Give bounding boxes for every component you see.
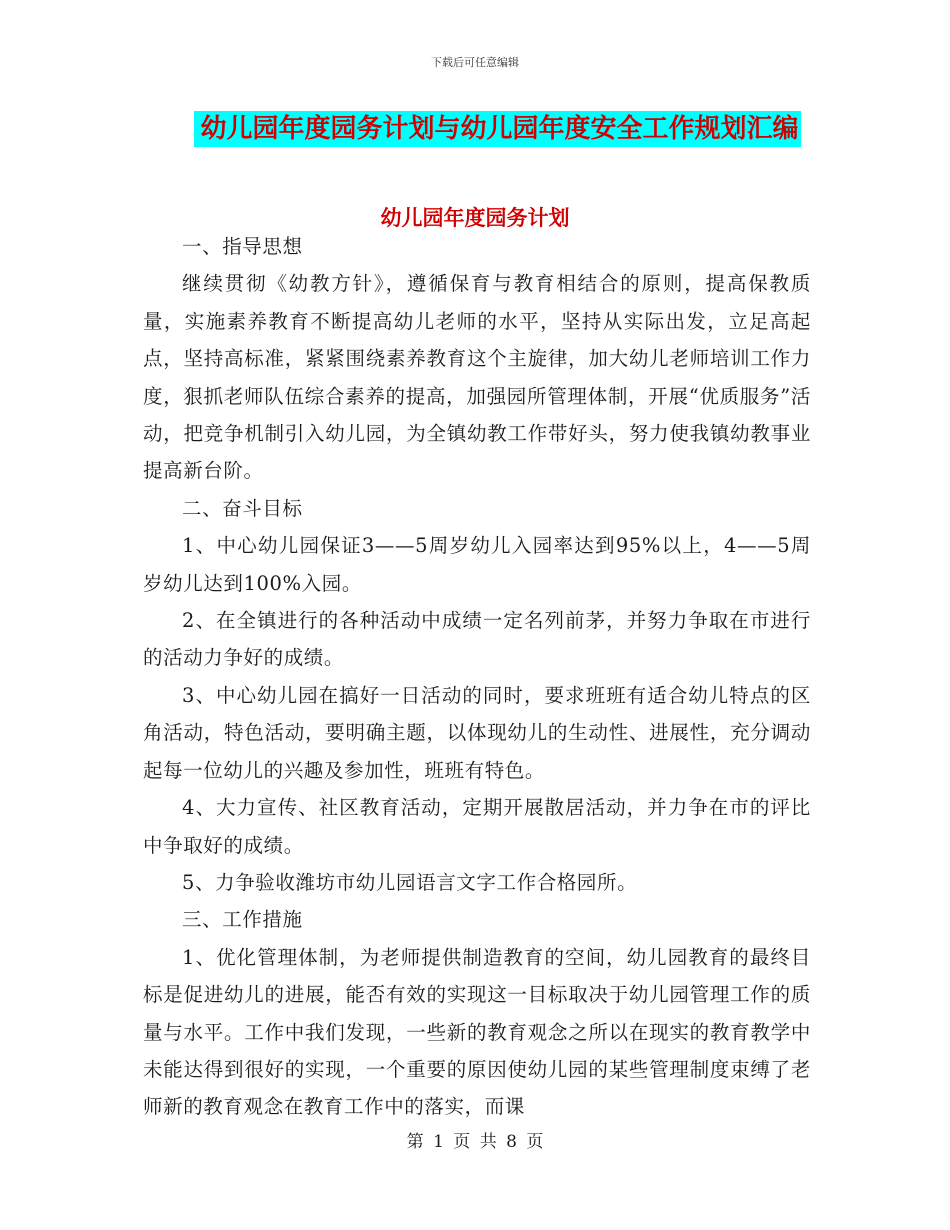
page-footer: 第 1 页 共 8 页: [406, 1132, 544, 1152]
paragraph-goal-1: 1、中心幼儿园保证3——5周岁幼儿入园率达到95%以上，4——5周岁幼儿达到100%入园。: [143, 534, 811, 595]
paragraph-goal-4: 4、大力宣传、社区教育活动，定期开展散居活动，并力争在市的评比中争取好的成绩。: [143, 796, 811, 857]
paragraph-measure-1: 1、优化管理体制，为老师提供制造教育的空间，幼儿园教育的最终目标是促进幼儿的进展，能否有效的实现这一目标取决于幼儿园管理工作的质量与水平。工作中我们发现，一些新的教育观念之所以在现实的教育教学中未能达得到很好的实现，一个重要的原因使幼儿园的某些管理制度束缚了老师新的教育观念在教育工作中的落实，而课: [143, 945, 811, 1119]
heading-goals: 二、奋斗目标: [182, 496, 303, 520]
heading-measures: 三、工作措施: [182, 908, 303, 932]
paragraph-guiding-thought: 继续贯彻《幼教方针》，遵循保育与教育相结合的原则，提高保教质量，实施素养教育不断提高幼儿老师的水平，坚持从实际出发，立足高起点，坚持高标准，紧紧围绕素养教育这个主旋律，加大幼儿老师培训工作力度，狠抓老师队伍综合素养的提高，加强园所管理体制，开展“优质服务”活动，把竞争机制引入幼儿园，为全镇幼教工作带好头，努力使我镇幼教事业提高新台阶。: [143, 272, 811, 483]
section-title: 幼儿园年度园务计划: [380, 205, 570, 230]
paragraph-goal-2: 2、在全镇进行的各种活动中成绩一定名列前茅，并努力争取在市进行的活动力争好的成绩。: [143, 609, 811, 670]
main-title: 幼儿园年度园务计划与幼儿园年度安全工作规划汇编: [194, 111, 800, 147]
paragraph-goal-3: 3、中心幼儿园在搞好一日活动的同时，要求班班有适合幼儿特点的区角活动，特色活动，要明确主题，以体现幼儿的生动性、进展性，充分调动起每一位幼儿的兴趣及参加性，班班有特色。: [143, 683, 811, 782]
document-body: [143, 228, 811, 1126]
paragraph-goal-5: 5、力争验收潍坊市幼儿园语言文字工作合格园所。: [182, 870, 638, 894]
heading-guiding-thought: 一、指导思想: [182, 235, 303, 258]
main-title-container: [0, 111, 950, 147]
header-note: 下载后可任意编辑: [431, 56, 519, 69]
